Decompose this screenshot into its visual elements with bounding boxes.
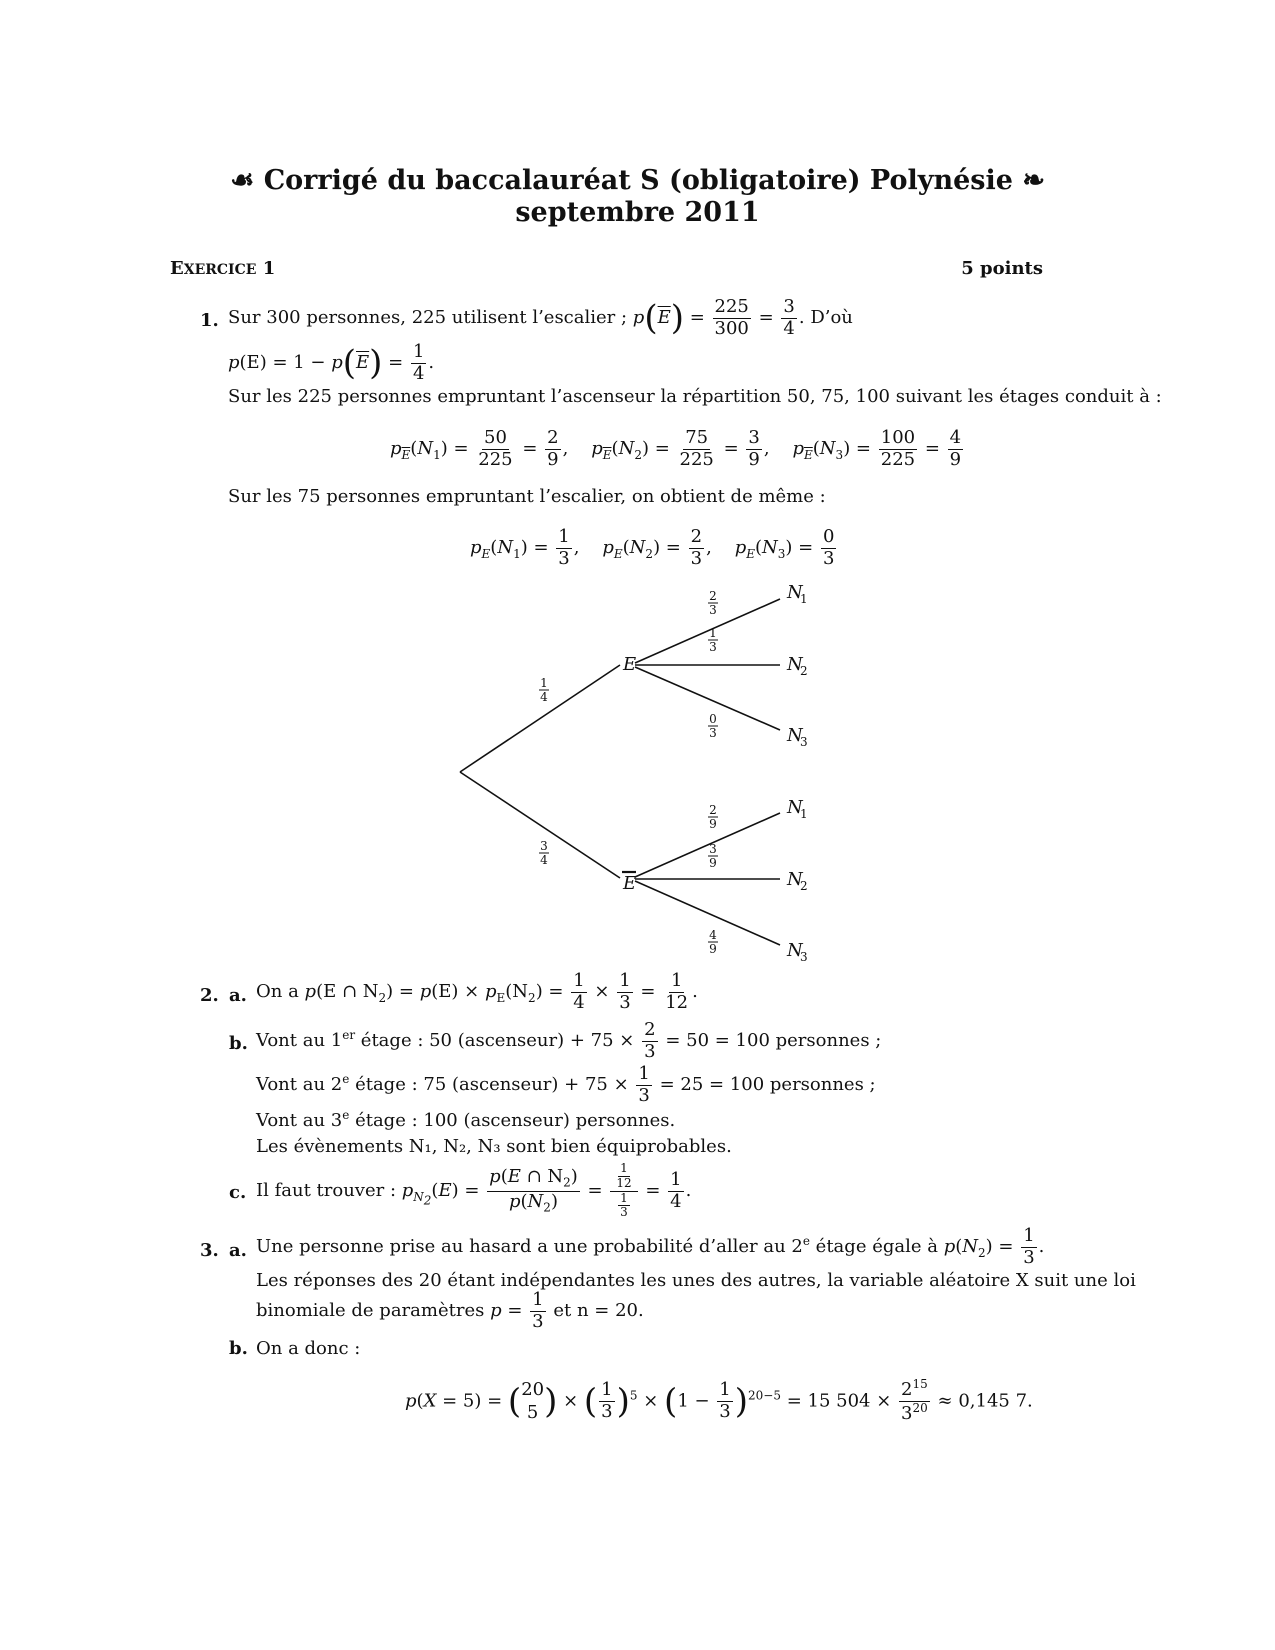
q3a-line3-pre: binomiale de paramètres [256,1300,485,1322]
q3a-line1-mid: étage égale à [809,1236,944,1258]
q3a-line1-pre: Une personne prise au hasard a une probabilité d’aller au 2 [256,1236,803,1258]
q2b-line2-pre: Vont au 2 [256,1074,343,1096]
tree-leaf-sub-4: 2 [800,879,808,893]
tree-prob-Ebar-N3-den: 9 [709,942,717,956]
tree-prob-root-Ebar [539,839,549,867]
q2-number: 2. [200,985,219,1006]
ornament-right-icon: ❧ [1022,165,1045,196]
q1-line2: $p(E) = 1 - p(\overline{E})$ = $\frac{1}{4}$ . [228,341,435,384]
probability-tree [440,575,840,965]
q2b-line4: Les évènements N₁, N₂, N₃ sont bien équiprobables. [256,1136,732,1157]
tree-prob-Ebar-N2 [708,842,718,870]
tree-leaf-sub-1: 2 [800,664,808,678]
q2b-line3-end: étage : 100 (ascenseur) personnes. [349,1110,676,1131]
tree-prob-Ebar-N3-num: 4 [709,928,717,942]
q1-line1: Sur 300 personnes, 225 utilisent l’escalier ; $p(\overline{E})$ = $\frac{225}{300}$ = $\frac{3}{4}$ . D’où [228,296,853,339]
q3b-result-pre: = 15 504 × [786,1390,892,1412]
tree-prob-root-Ebar-den: 4 [540,853,548,867]
q2b-label: b. [229,1033,248,1054]
tree-prob-Ebar-N3 [708,928,718,956]
tree-prob-E-N2-num: 1 [709,626,717,640]
q3-number: 3. [200,1240,219,1261]
ornament-left-icon: ☙ [230,165,255,196]
q2b-line2: Vont au 2e étage : 75 (ascenseur) + 75 × $\frac{1}{3}$ = 25 = 100 personnes ; [256,1063,876,1106]
tree-prob-root-E-num: 1 [540,676,548,690]
q2b-line3-pre: Vont au 3 [256,1110,343,1131]
q2b-line3-sup: e [342,1108,350,1122]
frac-1-4: $\frac{1}{4}$ [412,341,425,384]
tree-leaf-sub-5: 3 [800,950,808,964]
page-title [0,164,1275,198]
q3b-result-end: ≈ 0,145 7. [937,1390,1033,1412]
q2b-line1-pre: Vont au 1 [256,1030,343,1052]
q2b-line2-end: = 25 = 100 personnes ; [659,1074,876,1096]
title-line-1: Corrigé du baccalauréat S (obligatoire) Polynésie [263,165,1013,196]
tree-branch-Ebar-N1 [635,813,780,877]
q3b-formula: p(X = 5) = ( 20 5 ) × ( $\frac{1}{3}$ )$^5$ × (1 − $\frac{1}{3}$ )$^{20-5}$ = 15 504 × $\frac{2^{15}}{3^{20}}$ ≈ 0,145 7. [405,1377,1033,1424]
q3b-label: b. [229,1338,248,1359]
tree-branch-E-N3 [635,667,780,730]
q2c-label: c. [229,1182,247,1203]
q1-number: 1. [200,310,219,331]
q3b-text: On a donc : [256,1338,361,1359]
exercise-points: 5 points [961,258,1043,279]
tree-leaf-N2: N [787,869,803,890]
tree-node-E: E [623,654,637,675]
q2b-line1-mid: étage : 50 (ascenseur) + 75 × [355,1030,635,1052]
q3a-line3-end: n = 20. [576,1300,644,1322]
q2c-text: Il faut trouver : $p_{N_2}(E)$ = $\frac{p(E \cap N_2)}{p(N_2)}$ = $\frac{\frac{1}{12}}{\frac{1}{3}}$ = $\frac{1}{4}$ . [256,1161,692,1220]
q2b-line1-sup: er [342,1028,356,1043]
q2a-text: On a p(E ∩ $N_2) = p(E) \times p_E(N_2)$ = $\frac{1}{4}$ × $\frac{1}{3}$ = $\frac{1}{12}$ . [256,970,698,1013]
q3a-line2: Les réponses des 20 étant indépendantes les unes des autres, la variable aléatoire X suit une loi [256,1270,1136,1291]
q2b-line2-sup: e [342,1072,350,1087]
q1-formula-ascenseur: $p_{\overline{E}}(N_1)$ = $\frac{50}{225}$ = $\frac{2}{9}$ , $p_{\overline{E}}(N_2)$ = $\frac{75}{225}$ = $\frac{3}{9}$ , $p_{\overline{E}}(N_3)$ = $\frac{100}{225}$ = $\frac{4}{9}$ [390,427,962,470]
exercise-number: 1 [262,258,276,279]
tree-leaf-sub-2: 3 [800,735,808,749]
tree-branch-Ebar-N3 [635,881,780,945]
tree-prob-E-N3 [708,712,718,740]
tree-prob-root-Ebar-num: 3 [540,839,548,853]
tree-prob-E-N2-den: 3 [709,640,717,654]
q3a-line3: binomiale de paramètres p = $\frac{1}{3}$ et n = 20. [256,1289,644,1332]
tree-leaf-sub-0: 1 [800,592,808,606]
tree-branch-E-N1 [635,599,780,663]
tree-prob-E-N1 [708,589,718,617]
q3a-line3-mid: et [553,1300,572,1322]
q2b-line3 [256,1108,675,1133]
q3a-label: a. [229,1240,247,1261]
frac-3-4: $\frac{3}{4}$ [783,296,795,339]
tree-leaf-N3: N [787,940,803,961]
tree-prob-root-E-den: 4 [540,690,548,704]
tree-prob-E-N3-den: 3 [709,726,717,740]
tree-prob-E-N2 [708,626,718,654]
tree-prob-root-E [539,676,549,704]
tree-node-Ebar: E [623,873,637,894]
q2b-line1: Vont au 1er étage : 50 (ascenseur) + 75 × $\frac{2}{3}$ = 50 = 100 personnes ; [256,1019,882,1062]
exercise-label-initial: E [170,258,184,279]
tree-leaf-N3: N [787,725,803,746]
page-subtitle: septembre 2011 [515,197,760,228]
q2a-label: a. [229,985,247,1006]
tree-leaf-N2: N [787,654,803,675]
tree-leaf-sub-3: 1 [800,807,808,821]
q1-line1-text: Sur 300 personnes, 225 utilisent l’escalier ; [228,307,628,329]
q1-text-ascenseur: Sur les 225 personnes empruntant l’ascenseur la répartition 50, 75, 100 suivant les étages conduit à : [228,386,1162,407]
tree-prob-E-N1-den: 3 [709,603,717,617]
q2b-line2-mid: étage : 75 (ascenseur) + 75 × [349,1074,629,1096]
tree-prob-Ebar-N1 [708,803,718,831]
tree-prob-Ebar-N1-den: 9 [709,817,717,831]
exercise-label-rest: XERCICE [183,262,257,278]
q3a-line1: Une personne prise au hasard a une probabilité d’aller au 2e étage égale à $p(N_2)$ = $\frac{1}{3}$ . [256,1225,1045,1268]
tree-prob-Ebar-N1-num: 2 [709,803,717,817]
tree-leaf-N1: N [787,797,803,818]
exercise-label [170,258,275,281]
q2c-intro: Il faut trouver : [256,1180,397,1202]
tree-prob-Ebar-N2-den: 9 [709,856,717,870]
tree-leaf-N1: N [787,582,803,603]
q1-text-escalier: Sur les 75 personnes empruntant l’escalier, on obtient de même : [228,486,826,507]
q2b-line1-end: = 50 = 100 personnes ; [665,1030,882,1052]
tree-prob-E-N3-num: 0 [709,712,717,726]
q1-line1-end: . D’où [798,307,853,329]
tree-prob-E-N1-num: 2 [709,589,717,603]
tree-prob-Ebar-N2-num: 3 [709,842,717,856]
frac-225-300: $\frac{225}{300}$ [714,296,749,339]
q2a-intro: On a [256,981,299,1003]
q3a-line1-sup: e [802,1234,810,1249]
q1-formula-escalier: $p_E(N_1)$ = $\frac{1}{3}$ , $p_E(N_2)$ = $\frac{2}{3}$ , $p_E(N_3)$ = $\frac{0}{3}$ [470,526,835,569]
